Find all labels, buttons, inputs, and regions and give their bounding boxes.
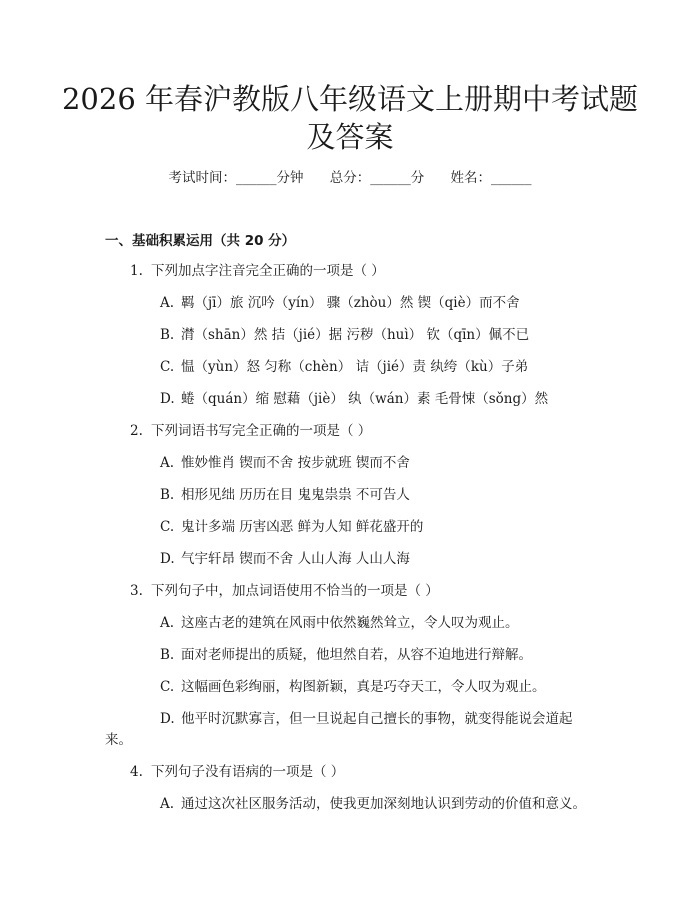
- question-text: 下列词语书写完全正确的一项是（ ）: [151, 423, 372, 439]
- option-letter: C.: [160, 519, 175, 535]
- page-title-line1: 2026 年春沪教版八年级语文上册期中考试题: [61, 82, 639, 116]
- option-letter: D.: [160, 711, 175, 727]
- question-1-option-a: [160, 293, 520, 313]
- question-number: 1.: [130, 263, 143, 279]
- question-3-option-d-continuation: 来。: [105, 732, 132, 748]
- total-score-label: 总分：: [329, 170, 371, 186]
- option-letter: A.: [160, 455, 175, 471]
- question-3-option-b: [160, 645, 532, 665]
- option-letter: A.: [160, 796, 175, 812]
- question-number: 2.: [130, 423, 143, 439]
- exam-time: [168, 168, 303, 188]
- exam-time-unit: 分钟: [276, 170, 304, 186]
- total-score: [330, 168, 425, 188]
- option-letter: A.: [160, 615, 175, 631]
- option-text: 潸（shān）然 拮（jié）据 污秽（huì） 钦（qīn）佩不已: [181, 327, 530, 343]
- option-letter: B.: [160, 487, 175, 503]
- option-text: 鬼计多端 历害凶恶 鲜为人知 鲜花盛开的: [181, 519, 424, 535]
- total-score-unit: 分: [410, 170, 425, 186]
- option-text: 通过这次社区服务活动，使我更加深刻地认识到劳动的价值和意义。: [181, 796, 586, 812]
- option-letter: D.: [160, 391, 175, 407]
- question-3-option-d: [160, 709, 573, 729]
- question-2: [130, 421, 371, 441]
- option-text: 蜷（quán）缩 慰藉（jiè） 纨（wán）素 毛骨悚（sǒng）然: [181, 391, 549, 407]
- question-1: [130, 261, 385, 281]
- question-text: 下列句子没有语病的一项是（ ）: [151, 764, 345, 780]
- student-name-blank: ______: [491, 170, 532, 186]
- section-heading: 一、基础积累运用（共 20 分）: [105, 233, 296, 249]
- option-text: 愠（yùn）怒 匀称（chèn） 诘（jié）责 纨绔（kù）子弟: [181, 359, 529, 375]
- student-name-label: 姓名：: [450, 170, 492, 186]
- option-text: 惟妙惟肖 锲而不舍 按步就班 锲而不舍: [181, 455, 410, 471]
- option-letter: A.: [160, 295, 175, 311]
- question-1-option-c: [160, 357, 528, 377]
- question-3-option-c: [160, 677, 546, 697]
- option-text: 他平时沉默寡言，但一旦说起自己擅长的事物，就变得能说会道起: [181, 711, 573, 727]
- question-3: [130, 581, 439, 601]
- question-2-option-a: [160, 453, 410, 473]
- option-text: 这座古老的建筑在风雨中依然巍然耸立，令人叹为观止。: [181, 615, 519, 631]
- exam-time-blank: ______: [235, 170, 277, 186]
- question-2-option-d: [160, 549, 410, 569]
- question-text: 下列句子中，加点词语使用不恰当的一项是（ ）: [151, 583, 439, 599]
- question-4: [130, 762, 344, 782]
- option-text: 羁（jī）旅 沉吟（yín） 骤（zhòu）然 锲（qiè）而不舍: [181, 295, 520, 311]
- option-text: 面对老师提出的质疑，他坦然自若，从容不迫地进行辩解。: [181, 647, 532, 663]
- option-letter: C.: [160, 359, 175, 375]
- option-letter: B.: [160, 647, 175, 663]
- question-4-option-a: [160, 794, 586, 814]
- student-name: [451, 168, 532, 188]
- page-title-line2: 及答案: [306, 120, 394, 154]
- question-1-option-b: [160, 325, 529, 345]
- question-1-option-d: [160, 389, 548, 409]
- total-score-blank: ______: [370, 170, 411, 186]
- question-3-option-a: [160, 613, 519, 633]
- question-text: 下列加点字注音完全正确的一项是（ ）: [151, 263, 385, 279]
- option-letter: B.: [160, 327, 175, 343]
- question-2-option-c: [160, 517, 423, 537]
- option-text: 气宇轩昂 锲而不舍 人山人海 人山人海: [181, 551, 410, 567]
- option-letter: C.: [160, 679, 175, 695]
- option-text: 这幅画色彩绚丽，构图新颖，真是巧夺天工，令人叹为观止。: [181, 679, 546, 695]
- question-number: 3.: [130, 583, 143, 599]
- question-number: 4.: [130, 764, 143, 780]
- option-letter: D.: [160, 551, 175, 567]
- option-text: 相形见绌 历历在目 鬼鬼祟祟 不可告人: [181, 487, 410, 503]
- question-2-option-b: [160, 485, 410, 505]
- exam-time-label: 考试时间：: [168, 170, 236, 186]
- exam-meta: [0, 168, 700, 188]
